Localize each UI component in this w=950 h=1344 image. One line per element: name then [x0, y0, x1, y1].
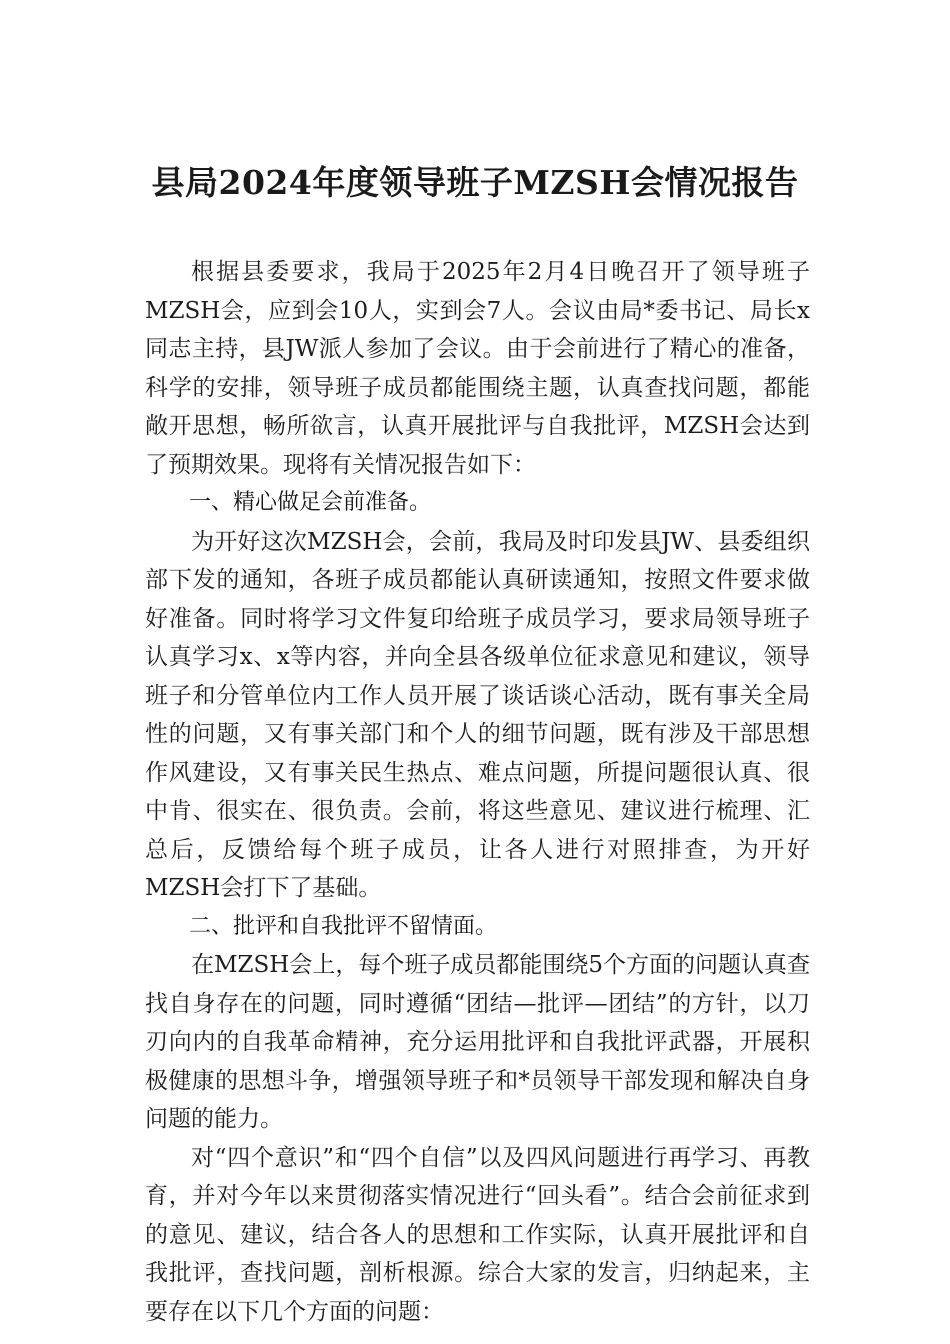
paragraph-review: 对“四个意识”和“四个自信”以及四风问题进行再学习、再教育，并对今年以来贯彻落实情况进行“回头看”。结合会前征求到的意见、建议，结合各人的思想和工作实际，认真开展批评和自我批评，查找问题，剖析根源。综合大家的发言，归纳起来，主要存在以下几个方面的问题：	[145, 1144, 810, 1325]
document-title: 县局2024年度领导班子MZSH会情况报告	[151, 163, 799, 202]
section-heading-1: 一、精心做足会前准备。	[189, 490, 432, 515]
paragraph-preparation: 为开好这次MZSH会，会前，我局及时印发县JW、县委组织部下发的通知，各班子成员都能认真研读通知，按照文件要求做好准备。同时将学习文件复印给班子成员学习，要求局领导班子认真学习x、x等内容，并向全县各级单位征求意见和建议，领导班子和分管单位内工作人员开展了谈话谈心活动，既有事关全局性的问题，又有事关部门和个人的细节问题，既有涉及干部思想作风建设，又有事关民生热点、难点问题，所提问题很认真、很中肯、很实在、很负责。会前，将这些意见、建议进行梳理、汇总后，反馈给每个班子成员，让各人进行对照排查，为开好MZSH会打下了基础。	[145, 528, 810, 901]
document-body	[145, 253, 810, 1331]
paragraph-intro: 根据县委要求，我局于2025年2月4日晚召开了领导班子MZSH会，应到会10人，实到会7人。会议由局*委书记、局长x同志主持，县JW派人参加了会议。由于会前进行了精心的准备，科学的安排，领导班子成员都能围绕主题，认真查找问题，都能敞开思想，畅所欲言，认真开展批评与自我批评，MZSH会达到了预期效果。现将有关情况报告如下：	[145, 259, 810, 478]
paragraph-criticism: 在MZSH会上，每个班子成员都能围绕5个方面的问题认真查找自身存在的问题，同时遵循“团结—批评—团结”的方针，以刀刃向内的自我革命精神，充分运用批评和自我批评武器，开展积极健康的思想斗争，增强领导班子和*员领导干部发现和解决自身问题的能力。	[145, 952, 810, 1132]
section-heading-2: 二、批评和自我批评不留情面。	[189, 913, 498, 939]
